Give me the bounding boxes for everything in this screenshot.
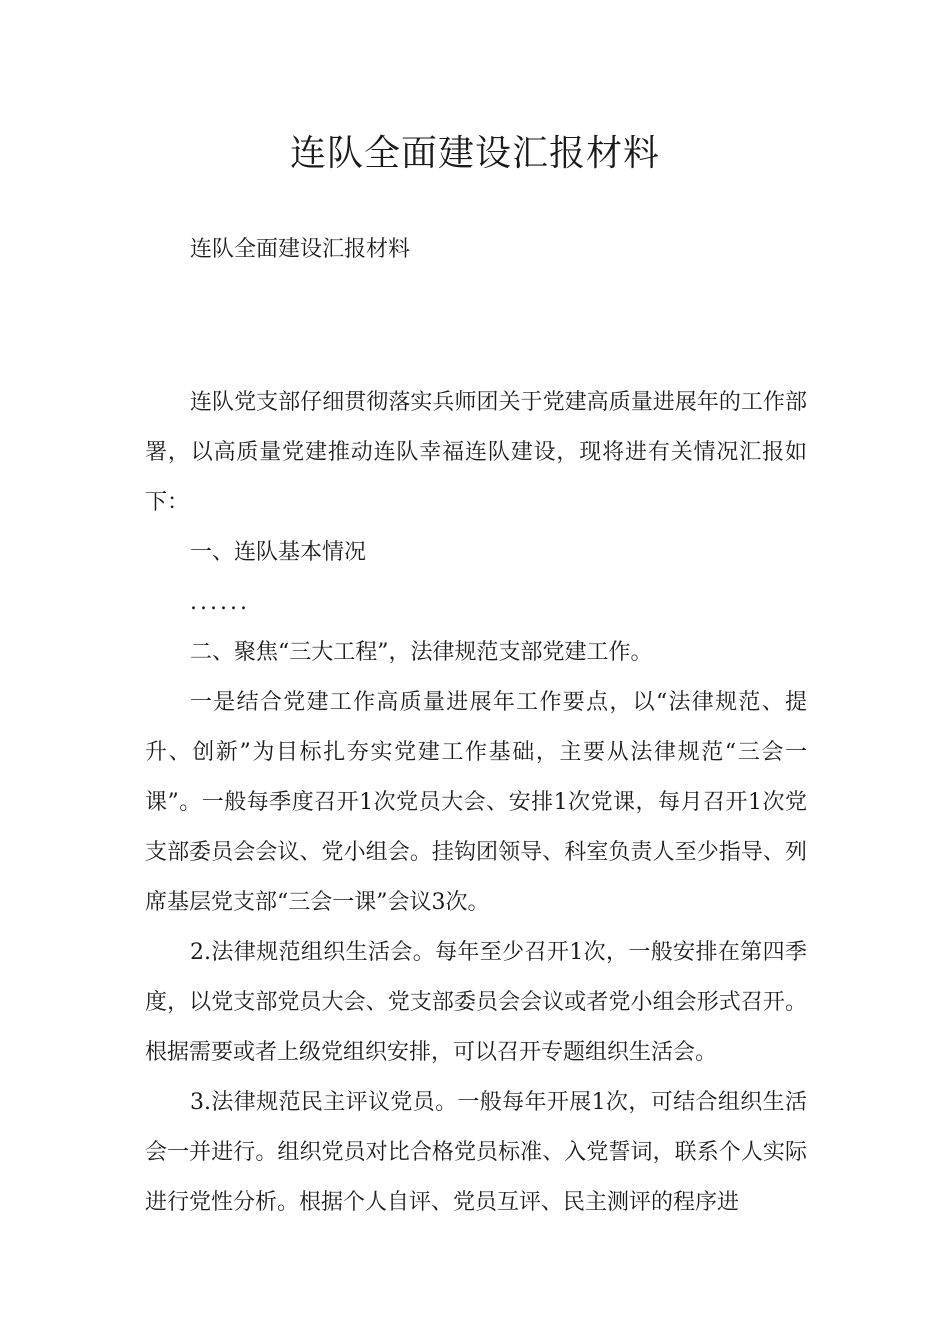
paragraph-member-evaluation: 3.法律规范民主评议党员。一般每年开展1次，可结合组织生活会一并进行。组织党员对比合格党员标准、入党誓词，联系个人实际进行党性分析。根据个人自评、党员互评、民主测评的程序进 xyxy=(145,1090,807,1215)
section-heading-basic-situation: 一、连队基本情况 xyxy=(190,540,367,565)
paragraph-organization-life: 2.法律规范组织生活会。每年至少召开1次，一般安排在第四季度，以党支部党员大会、党支部委员会会议或者党小组会形式召开。根据需要或者上级党组织安排，可以召开专题组织生活会。 xyxy=(145,940,807,1065)
document-subtitle: 连队全面建设汇报材料 xyxy=(190,237,411,262)
ellipsis-placeholder: ...... xyxy=(190,590,250,615)
document-title: 连队全面建设汇报材料 xyxy=(289,133,660,174)
section-heading-three-projects: 二、聚焦“三大工程”，法律规范支部党建工作。 xyxy=(190,640,653,665)
document-body xyxy=(145,378,807,1228)
paragraph-three-meetings: 一是结合党建工作高质量进展年工作要点，以“法律规范、提升、创新”为目标扎夯实党建工作基础，主要从法律规范“三会一课”。一般每季度召开1次党员大会、安排1次党课，每月召开1次党支部委员会会议、党小组会。挂钩团领导、科室负责人至少指导、列席基层党支部“三会一课”会议3次。 xyxy=(145,690,807,915)
paragraph-intro: 连队党支部仔细贯彻落实兵师团关于党建高质量进展年的工作部署，以高质量党建推动连队幸福连队建设，现将进有关情况汇报如下： xyxy=(145,390,807,515)
